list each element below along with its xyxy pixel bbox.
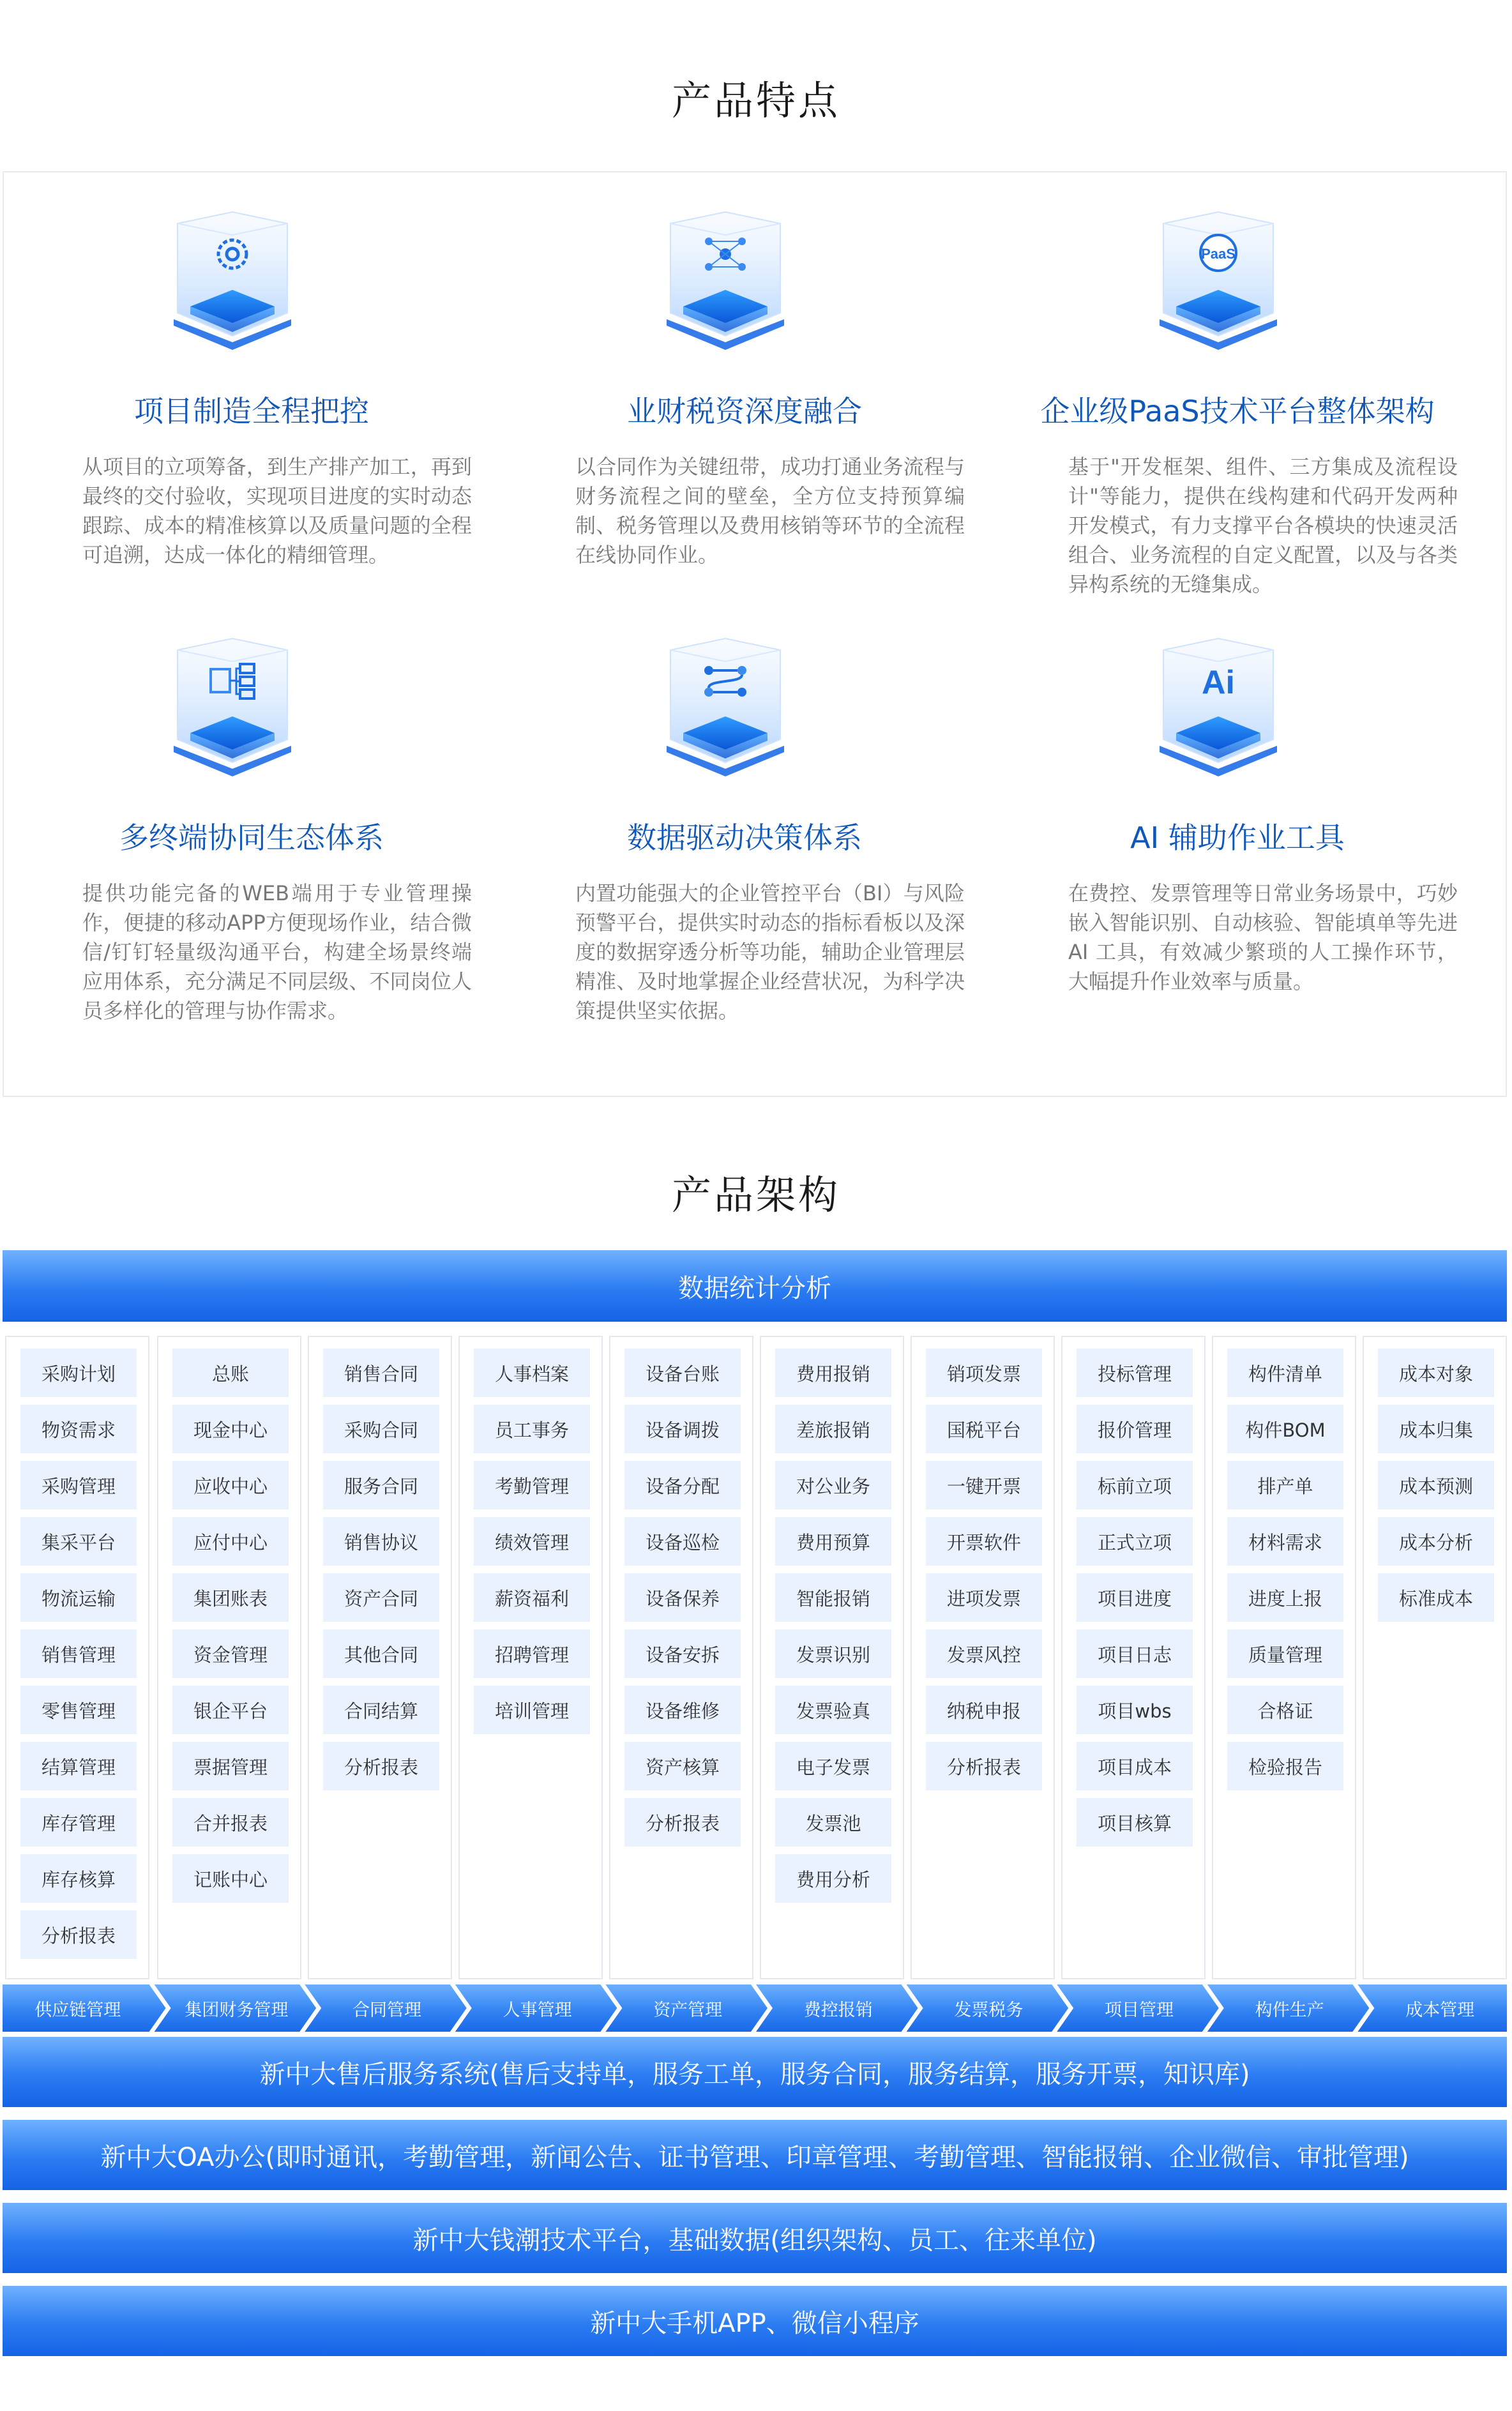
feature-description: 内置功能强大的企业管控平台（BI）与风险预警平台，提供实时动态的指标看板以及深度的数据穿透分析等功能，辅助企业管理层精准、及时地掌握企业经营状况，为科学决策提供坚实依据。 — [575, 881, 965, 1023]
module-item[interactable]: 现金中心 — [172, 1405, 289, 1453]
module-item[interactable]: 正式立项 — [1077, 1517, 1193, 1566]
module-column — [308, 1336, 452, 1979]
module-column — [760, 1336, 904, 1979]
module-item[interactable]: 分析报表 — [926, 1742, 1042, 1790]
module-item[interactable]: 国税平台 — [926, 1405, 1042, 1453]
svg-text:Ai: Ai — [1202, 664, 1235, 701]
network-icon — [658, 211, 793, 352]
module-item[interactable]: 标准成本 — [1378, 1573, 1494, 1622]
gear-icon — [165, 211, 300, 352]
module-item[interactable]: 销售协议 — [323, 1517, 439, 1566]
paas-icon — [1151, 211, 1286, 352]
module-category-label[interactable]: 集团财务管理 — [185, 2000, 289, 2020]
module-item[interactable]: 一键开票 — [926, 1461, 1042, 1509]
module-category-label[interactable]: 项目管理 — [1104, 2000, 1174, 2020]
module-item[interactable]: 发票识别 — [775, 1629, 891, 1678]
module-category-label[interactable]: 资产管理 — [653, 2000, 723, 2020]
module-category-label[interactable]: 构件生产 — [1255, 2000, 1324, 2020]
module-item[interactable]: 发票风控 — [926, 1629, 1042, 1678]
feature-title: 项目制造全程把控 — [134, 394, 369, 428]
module-item[interactable]: 资金管理 — [172, 1629, 289, 1678]
module-item[interactable]: 采购合同 — [323, 1405, 439, 1453]
svg-text:PaaS: PaaS — [1201, 246, 1236, 262]
module-item[interactable]: 设备分配 — [624, 1461, 741, 1509]
module-item[interactable]: 电子发票 — [775, 1742, 891, 1790]
module-item[interactable]: 应付中心 — [172, 1517, 289, 1566]
module-item[interactable]: 费用预算 — [775, 1517, 891, 1566]
module-column — [1363, 1336, 1507, 1979]
feature-description: 在费控、发票管理等日常业务场景中，巧妙嵌入智能识别、自动核验、智能填单等先进 AI 工具，有效减少繁琐的人工操作环节，大幅提升作业效率与质量。 — [1068, 881, 1458, 994]
mobile-app-band[interactable]: 新中大手机APP、微信小程序 — [3, 2286, 1507, 2356]
module-item[interactable]: 绩效管理 — [474, 1517, 590, 1566]
module-item[interactable]: 其他合同 — [323, 1629, 439, 1678]
feature-description: 基于"开发框架、组件、三方集成及流程设计"等能力，提供在线构建和代码开发两种开发模式，有力支撑平台各模块的快速灵活组合、业务流程的自定义配置，以及与各类异构系统的无缝集成。 — [1068, 455, 1458, 596]
module-item[interactable]: 零售管理 — [20, 1686, 137, 1734]
module-item[interactable]: 资产合同 — [323, 1573, 439, 1622]
module-item[interactable]: 项目wbs — [1077, 1686, 1193, 1734]
module-item[interactable]: 物资需求 — [20, 1405, 137, 1453]
module-chevron-bar — [3, 1984, 1507, 2032]
module-item[interactable]: 采购管理 — [20, 1461, 137, 1509]
module-item[interactable]: 质量管理 — [1227, 1629, 1343, 1678]
module-item[interactable]: 银企平台 — [172, 1686, 289, 1734]
architecture-section-title: 产品架构 — [671, 1172, 840, 1218]
module-item[interactable]: 人事档案 — [474, 1349, 590, 1397]
module-item[interactable]: 标前立项 — [1077, 1461, 1193, 1509]
module-category-label[interactable]: 费控报销 — [803, 2000, 873, 2020]
module-grid — [3, 1336, 1507, 1979]
module-item[interactable]: 发票池 — [775, 1798, 891, 1847]
module-item[interactable]: 费用报销 — [775, 1349, 891, 1397]
module-item[interactable]: 设备巡检 — [624, 1517, 741, 1566]
module-column — [458, 1336, 603, 1979]
feature-title: 数据驱动决策体系 — [627, 820, 862, 855]
module-category-label[interactable]: 发票税务 — [954, 2000, 1024, 2020]
module-item[interactable]: 分析报表 — [624, 1798, 741, 1847]
module-item[interactable]: 结算管理 — [20, 1742, 137, 1790]
module-item[interactable]: 记账中心 — [172, 1854, 289, 1903]
module-item[interactable]: 发票验真 — [775, 1686, 891, 1734]
module-item[interactable]: 招聘管理 — [474, 1629, 590, 1678]
module-column — [1212, 1336, 1356, 1979]
module-item[interactable]: 报价管理 — [1077, 1405, 1193, 1453]
module-item[interactable]: 检验报告 — [1227, 1742, 1343, 1790]
module-item[interactable]: 纳税申报 — [926, 1686, 1042, 1734]
module-item[interactable]: 销售管理 — [20, 1629, 137, 1678]
features-section-title: 产品特点 — [671, 77, 840, 124]
module-category-label[interactable]: 人事管理 — [503, 2000, 572, 2020]
module-item[interactable]: 构件清单 — [1227, 1349, 1343, 1397]
module-column — [5, 1336, 149, 1979]
module-item[interactable]: 项目日志 — [1077, 1629, 1193, 1678]
module-item[interactable]: 设备调拨 — [624, 1405, 741, 1453]
module-item[interactable]: 薪资福利 — [474, 1573, 590, 1622]
flow-icon — [658, 637, 793, 779]
module-item[interactable]: 对公业务 — [775, 1461, 891, 1509]
features-panel — [3, 171, 1507, 1097]
module-item[interactable]: 合格证 — [1227, 1686, 1343, 1734]
module-item[interactable]: 库存管理 — [20, 1798, 137, 1847]
module-item[interactable]: 进项发票 — [926, 1573, 1042, 1622]
module-item[interactable]: 项目成本 — [1077, 1742, 1193, 1790]
module-item[interactable]: 差旅报销 — [775, 1405, 891, 1453]
module-item[interactable]: 合并报表 — [172, 1798, 289, 1847]
feature-description: 以合同作为关键纽带，成功打通业务流程与财务流程之间的壁垒，全方位支持预算编制、税务管理以及费用核销等环节的全流程在线协同作业。 — [575, 455, 965, 567]
module-category-label[interactable]: 合同管理 — [352, 2000, 421, 2020]
ai-icon — [1151, 637, 1286, 779]
module-item[interactable]: 集采平台 — [20, 1517, 137, 1566]
feature-description: 从项目的立项筹备，到生产排产加工，再到最终的交付验收，实现项目进度的实时动态跟踪、成本的精准核算以及质量问题的全程可追溯，达成一体化的精细管理。 — [82, 455, 472, 567]
module-item[interactable]: 库存核算 — [20, 1854, 137, 1903]
feature-title: 业财税资深度融合 — [627, 394, 862, 428]
module-column — [157, 1336, 301, 1979]
module-column — [609, 1336, 753, 1979]
module-item[interactable]: 费用分析 — [775, 1854, 891, 1903]
module-item[interactable]: 合同结算 — [323, 1686, 439, 1734]
module-item[interactable]: 分析报表 — [323, 1742, 439, 1790]
module-item[interactable]: 设备维修 — [624, 1686, 741, 1734]
module-item[interactable]: 智能报销 — [775, 1573, 891, 1622]
module-item[interactable]: 成本对象 — [1378, 1349, 1494, 1397]
module-item[interactable]: 培训管理 — [474, 1686, 590, 1734]
module-item[interactable]: 成本预测 — [1378, 1461, 1494, 1509]
module-item[interactable]: 销售合同 — [323, 1349, 439, 1397]
module-item[interactable]: 总账 — [172, 1349, 289, 1397]
feature-description: 提供功能完备的WEB端用于专业管理操作，便捷的移动APP方便现场作业，结合微信/钉钉轻量级沟通平台，构建全场景终端应用体系，充分满足不同层级、不同岗位人员多样化的管理与协作需求。 — [82, 881, 472, 1023]
module-item[interactable]: 项目核算 — [1077, 1798, 1193, 1847]
module-item[interactable]: 物流运输 — [20, 1573, 137, 1622]
module-item[interactable]: 设备台账 — [624, 1349, 741, 1397]
after-sales-band[interactable]: 新中大售后服务系统(售后支持单，服务工单，服务合同，服务结算，服务开票，知识库) — [3, 2037, 1507, 2107]
module-item[interactable]: 票据管理 — [172, 1742, 289, 1790]
module-item[interactable]: 设备安拆 — [624, 1629, 741, 1678]
feature-title: 企业级PaaS技术平台整体架构 — [1040, 394, 1435, 428]
module-item[interactable]: 项目进度 — [1077, 1573, 1193, 1622]
hierarchy-icon — [165, 637, 300, 779]
feature-title: AI 辅助作业工具 — [1130, 820, 1345, 855]
module-item[interactable]: 设备保养 — [624, 1573, 741, 1622]
module-item[interactable]: 排产单 — [1227, 1461, 1343, 1509]
tech-platform-band[interactable]: 新中大钱潮技术平台，基础数据(组织架构、员工、往来单位) — [3, 2203, 1507, 2273]
module-item[interactable]: 考勤管理 — [474, 1461, 590, 1509]
oa-band[interactable]: 新中大OA办公(即时通讯，考勤管理，新闻公告、证书管理、印章管理、考勤管理、智能报销、企业微信、审批管理) — [3, 2120, 1507, 2190]
module-column — [1061, 1336, 1206, 1979]
data-analysis-band[interactable]: 数据统计分析 — [3, 1250, 1507, 1322]
module-item[interactable]: 服务合同 — [323, 1461, 439, 1509]
module-item[interactable]: 分析报表 — [20, 1910, 137, 1959]
module-item[interactable]: 开票软件 — [926, 1517, 1042, 1566]
module-item[interactable]: 成本归集 — [1378, 1405, 1494, 1453]
module-item[interactable]: 投标管理 — [1077, 1349, 1193, 1397]
module-item[interactable]: 应收中心 — [172, 1461, 289, 1509]
module-item[interactable]: 成本分析 — [1378, 1517, 1494, 1566]
module-item[interactable]: 销项发票 — [926, 1349, 1042, 1397]
module-item[interactable]: 员工事务 — [474, 1405, 590, 1453]
module-category-label[interactable]: 供应链管理 — [34, 2000, 121, 2020]
module-item[interactable]: 进度上报 — [1227, 1573, 1343, 1622]
module-item[interactable]: 构件BOM — [1227, 1405, 1343, 1453]
module-item[interactable]: 采购计划 — [20, 1349, 137, 1397]
module-item[interactable]: 资产核算 — [624, 1742, 741, 1790]
module-item[interactable]: 材料需求 — [1227, 1517, 1343, 1566]
module-category-label[interactable]: 成本管理 — [1405, 2000, 1475, 2020]
module-column — [911, 1336, 1055, 1979]
feature-title: 多终端协同生态体系 — [119, 820, 384, 855]
module-item[interactable]: 集团账表 — [172, 1573, 289, 1622]
